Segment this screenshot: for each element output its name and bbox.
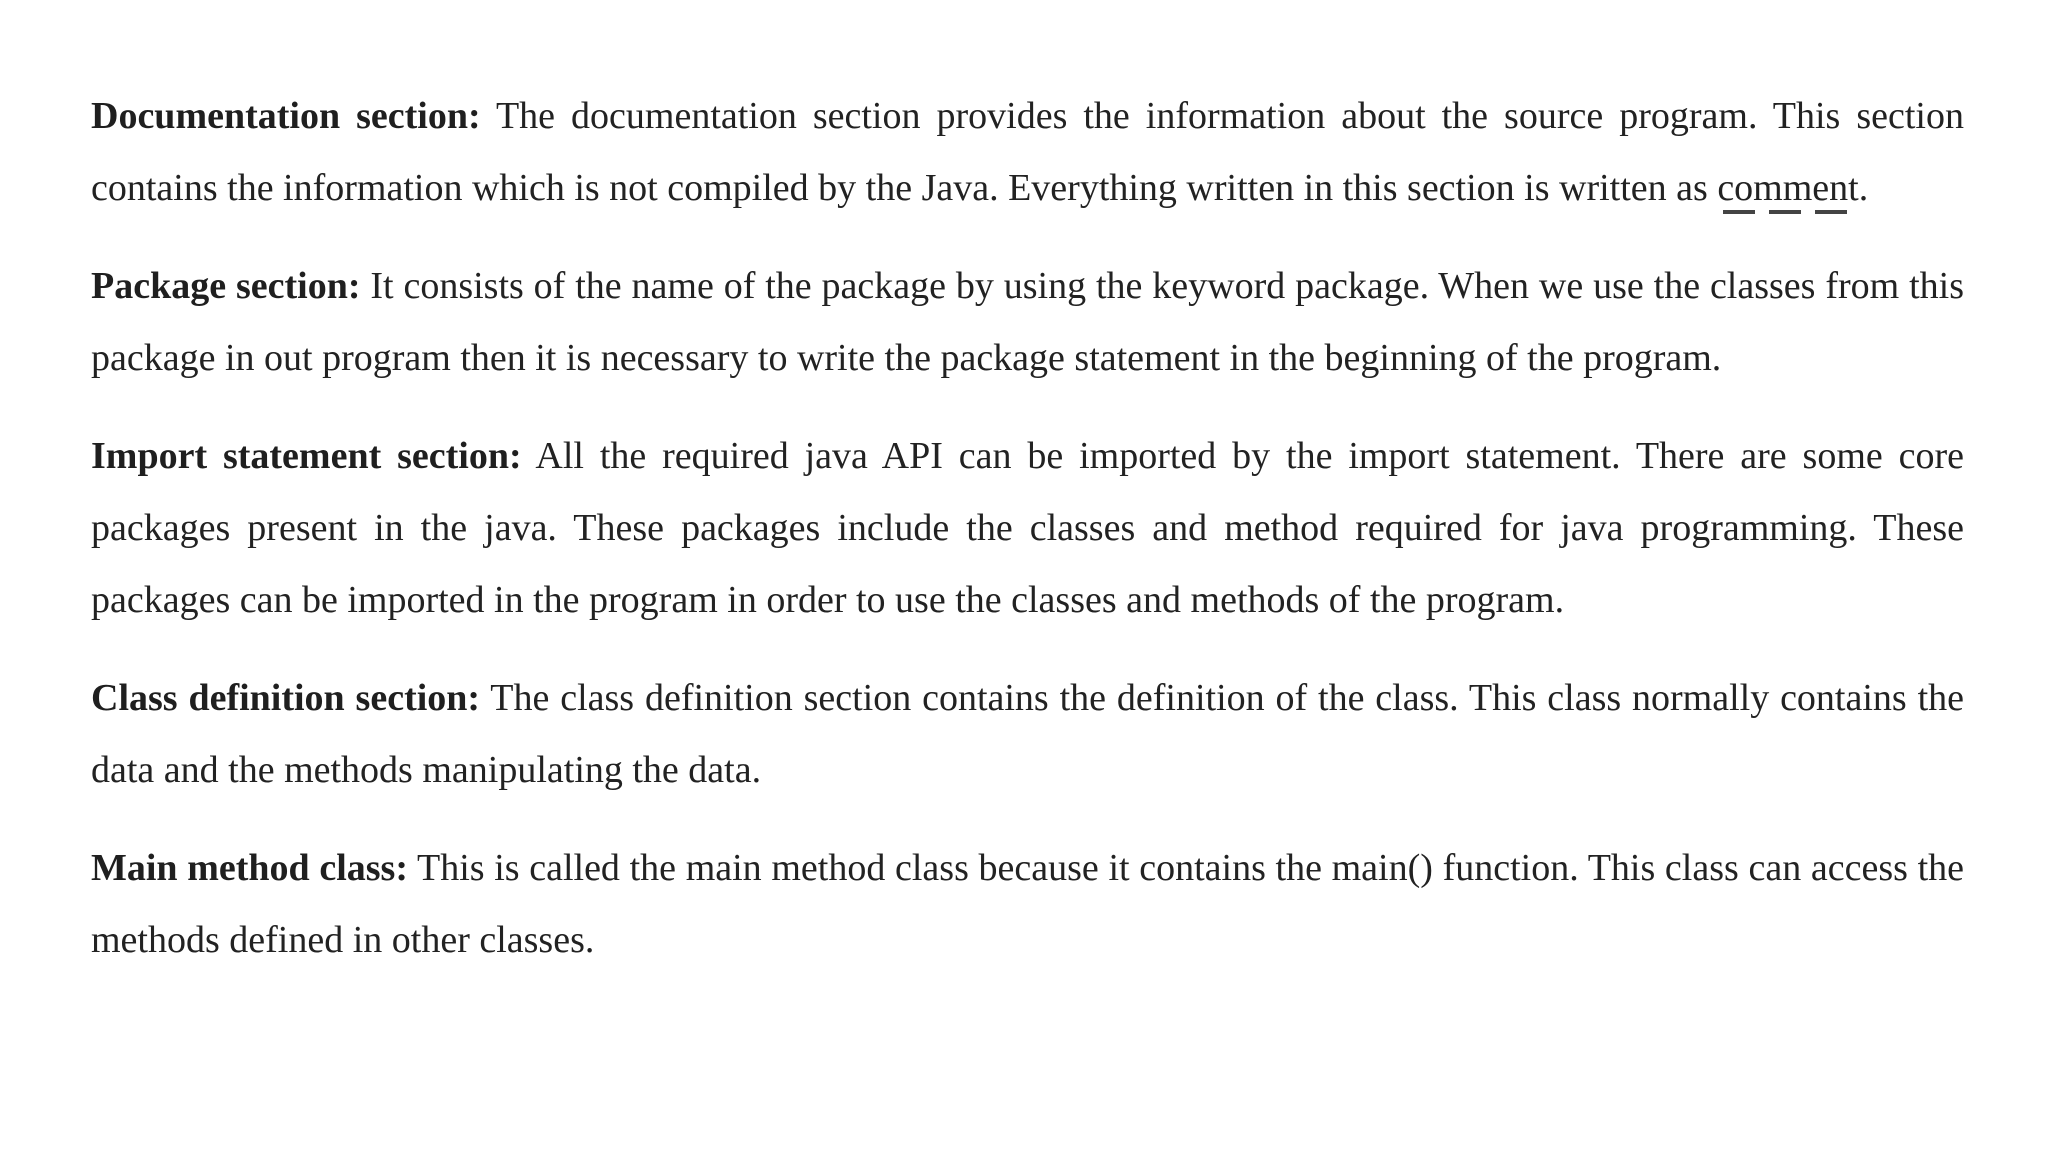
paragraph-text: The documentation section provides the information about the source program. This section contains the information which is not compiled by the Java. Everything written in this section is written as (91, 95, 1964, 209)
paragraph-import-statement-section (91, 420, 1964, 636)
term-main-method-class: Main method class: (91, 847, 408, 889)
spellcheck-flagged-word[interactable]: comment (1717, 152, 1858, 224)
term-documentation-section: Documentation section: (91, 95, 481, 137)
term-package-section: Package section: (91, 265, 361, 307)
paragraph-package-section (91, 250, 1964, 394)
paragraph-documentation-section (91, 80, 1964, 224)
paragraph-text: All the required java API can be imported by the import statement. There are some core packages present in the java. These packages include the classes and method required for java programming. These packages can be imported in the program in order to use the classes and methods of the program. (91, 435, 1965, 621)
paragraph-text: This is called the main method class because it contains the main() function. This class can access the methods defined in other classes. (91, 847, 1964, 961)
paragraph-text-tail: . (1858, 167, 1869, 209)
paragraph-text: The class definition section contains the definition of the class. This class normally contains the data and the methods manipulating the data. (91, 677, 1964, 791)
term-import-statement-section: Import statement section: (91, 435, 522, 477)
paragraph-main-method-class (91, 832, 1964, 976)
paragraph-class-definition-section (91, 662, 1964, 806)
term-class-definition-section: Class definition section: (91, 677, 481, 719)
document-body (91, 80, 1964, 1002)
paragraph-text: It consists of the name of the package by using the keyword package. When we use the classes from this package in out program then it is necessary to write the package statement in the beginning of the program. (91, 265, 1964, 379)
